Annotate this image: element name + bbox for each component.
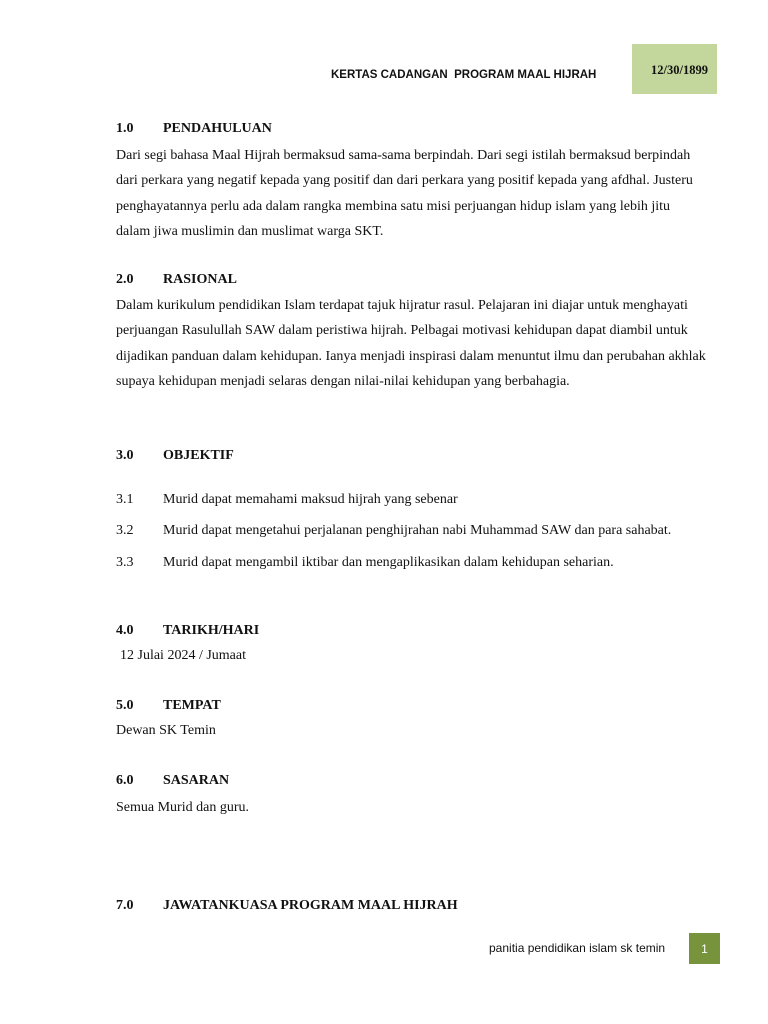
section-number: 6.0	[116, 773, 134, 788]
section-title: OBJEKTIF	[163, 448, 234, 463]
page-number: 1	[689, 933, 720, 964]
section-body-rasional: Dalam kurikulum pendidikan Islam terdapat tajuk hijratur rasul. Pelajaran ini diajar untuk menghayati perjuangan Rasulullah SAW dalam peristiwa hijrah. Pelbagai motivasi kehidupan dapat diambil untuk dijadikan panduan dalam kehidupan. Ianya menjadi inspirasi dalam menuntut ilmu dan perubahan akhlak supaya kehidupan menjadi selaras dengan nilai-nilai kehidupan yang berbahagia.	[116, 298, 706, 389]
section-body-tempat: Dewan SK Temin	[116, 723, 216, 738]
section-number: 1.0	[116, 121, 134, 136]
section-heading-objektif	[116, 448, 234, 464]
section-body-sasaran: Semua Murid dan guru.	[116, 800, 249, 815]
objective-item	[116, 523, 671, 539]
section-title: SASARAN	[163, 773, 230, 788]
document-header-title: KERTAS CADANGAN PROGRAM MAAL HIJRAH	[331, 69, 597, 81]
objective-item	[116, 555, 614, 571]
section-title: TEMPAT	[163, 698, 221, 713]
section-body-pendahuluan: Dari segi bahasa Maal Hijrah bermaksud sama-sama berpindah. Dari segi istilah bermaksud berpindah dari perkara yang negatif kepada yang positif dan dari perkara yang positif kepada yang afdhal. Justeru penghayatannya perlu ada dalam rangka membina satu misi perjuangan hidup islam yang lebih jitu dalam jiwa muslimin dan muslimat warga SKT.	[116, 148, 693, 239]
section-heading-rasional	[116, 272, 237, 288]
footer-text: panitia pendidikan islam sk temin	[489, 941, 666, 955]
objective-number: 3.2	[116, 523, 134, 538]
section-number: 5.0	[116, 698, 134, 713]
objective-item	[116, 492, 458, 508]
section-heading-sasaran	[116, 773, 229, 789]
section-heading-tempat	[116, 698, 221, 714]
section-heading-jawatankuasa	[116, 898, 458, 914]
section-body-tarikh: 12 Julai 2024 / Jumaat	[120, 648, 246, 663]
objective-text: Murid dapat memahami maksud hijrah yang sebenar	[163, 492, 458, 507]
section-number: 7.0	[116, 898, 134, 913]
header-date: 12/30/1899	[651, 63, 708, 77]
section-title: PENDAHULUAN	[163, 121, 272, 136]
date-box	[632, 44, 717, 94]
section-number: 3.0	[116, 448, 134, 463]
section-title: TARIKH/HARI	[163, 623, 260, 638]
objective-text: Murid dapat mengambil iktibar dan mengaplikasikan dalam kehidupan seharian.	[163, 555, 614, 570]
objective-number: 3.1	[116, 492, 134, 507]
objective-number: 3.3	[116, 555, 134, 570]
section-number: 4.0	[116, 623, 134, 638]
section-number: 2.0	[116, 272, 134, 287]
objective-text: Murid dapat mengetahui perjalanan penghijrahan nabi Muhammad SAW dan para sahabat.	[163, 523, 672, 538]
section-heading-tarikh	[116, 623, 259, 639]
section-heading-pendahuluan	[116, 121, 272, 137]
section-title: JAWATANKUASA PROGRAM MAAL HIJRAH	[163, 898, 458, 913]
section-title: RASIONAL	[163, 272, 237, 287]
